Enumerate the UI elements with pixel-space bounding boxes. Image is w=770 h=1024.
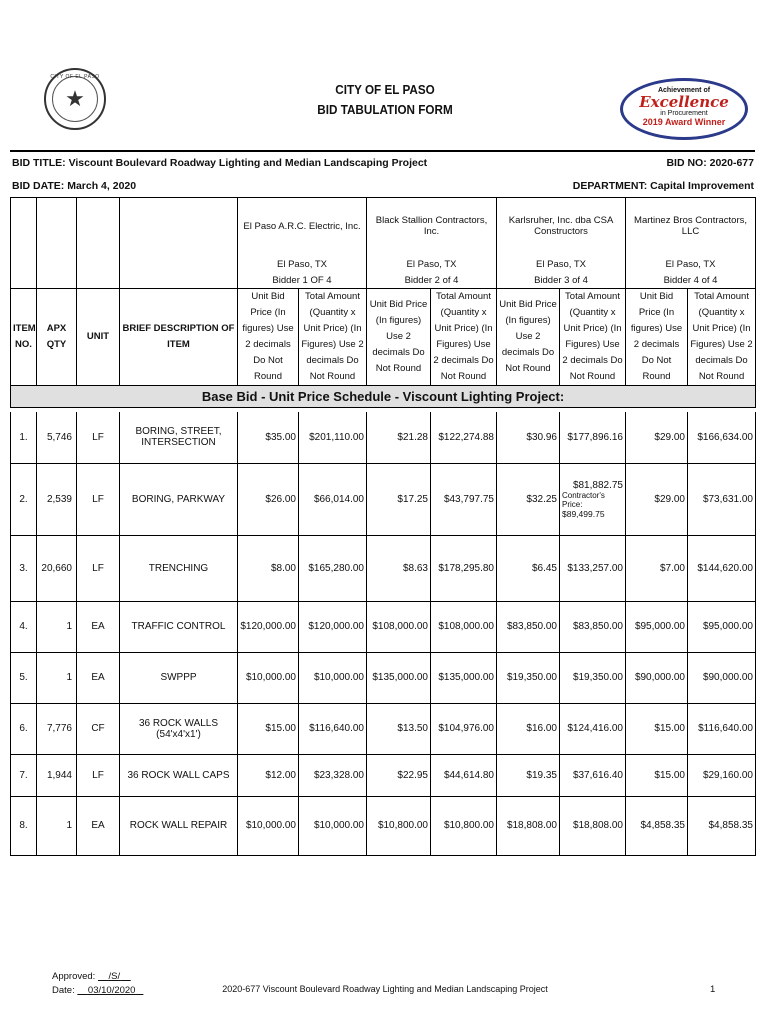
cell-b4-total: $73,631.00 — [688, 463, 756, 535]
date-value: 03/10/2020 — [87, 985, 136, 996]
approved-label: Approved: — [52, 971, 96, 982]
award-line3: in Procurement — [660, 110, 708, 117]
column-header-row — [11, 289, 756, 386]
cell-b1-total: $10,000.00 — [299, 796, 367, 855]
cell-b4-unit-price: $29.00 — [626, 412, 688, 463]
cell-item-number: 1. — [11, 412, 37, 463]
page-number: 1 — [710, 984, 716, 995]
cell-apx-qty: 1 — [37, 652, 77, 703]
cell-description: BORING, PARKWAY — [120, 463, 238, 535]
cell-b2-total: $104,976.00 — [431, 703, 497, 754]
contractor-price-label: Contractor's Price: — [562, 490, 605, 509]
cell-b4-unit-price: $95,000.00 — [626, 601, 688, 652]
cell-b2-unit-price: $10,800.00 — [367, 796, 431, 855]
cell-b1-total: $116,640.00 — [299, 703, 367, 754]
cell-unit: LF — [77, 754, 120, 796]
col-b4-total: Total Amount (Quantity x Unit Price) (In Figures) Use 2 decimals Do Not Round — [688, 289, 756, 386]
cell-b4-total: $144,620.00 — [688, 535, 756, 601]
cell-description: BORING, STREET, INTERSECTION — [120, 412, 238, 463]
cell-b3-total: $83,850.00 — [560, 601, 626, 652]
bidder4-rank: Bidder 4 of 4 — [626, 274, 756, 289]
cell-b2-unit-price: $17.25 — [367, 463, 431, 535]
cell-b1-unit-price: $15.00 — [238, 703, 299, 754]
cell-b3-total: $133,257.00 — [560, 535, 626, 601]
cell-b4-unit-price: $7.00 — [626, 535, 688, 601]
cell-b3-total: $19,350.00 — [560, 652, 626, 703]
bid-rows-table — [10, 412, 756, 856]
header-divider — [10, 150, 755, 152]
table-row — [11, 796, 756, 855]
cell-b1-total: $23,328.00 — [299, 754, 367, 796]
col-b2-unit-price: Unit Bid Price (In figures) Use 2 decimals Do Not Round — [367, 289, 431, 386]
cell-unit: LF — [77, 463, 120, 535]
cell-b3-unit-price: $83,850.00 — [497, 601, 560, 652]
cell-unit: CF — [77, 703, 120, 754]
col-b1-unit-price: Unit Bid Price (In figures) Use 2 decimals Do Not Round — [238, 289, 299, 386]
cell-b1-unit-price: $10,000.00 — [238, 796, 299, 855]
cell-b3-unit-price: $6.45 — [497, 535, 560, 601]
col-unit: UNIT — [77, 289, 120, 386]
cell-b4-unit-price: $29.00 — [626, 463, 688, 535]
cell-b4-total: $4,858.35 — [688, 796, 756, 855]
cell-description: TRENCHING — [120, 535, 238, 601]
award-line4: 2019 Award Winner — [642, 117, 726, 127]
cell-b2-unit-price: $21.28 — [367, 412, 431, 463]
cell-description: SWPPP — [120, 652, 238, 703]
cell-unit: EA — [77, 652, 120, 703]
bidder2-city: El Paso, TX — [367, 255, 497, 274]
cell-b4-total: $90,000.00 — [688, 652, 756, 703]
cell-item-number: 3. — [11, 535, 37, 601]
form-title: BID TABULATION FORM — [317, 102, 453, 117]
cell-b1-unit-price: $120,000.00 — [238, 601, 299, 652]
award-logo — [620, 78, 748, 140]
bidder1-name: El Paso A.R.C. Electric, Inc. — [238, 198, 367, 255]
cell-apx-qty: 1 — [37, 796, 77, 855]
approved-line — [52, 970, 143, 984]
cell-b2-unit-price: $22.95 — [367, 754, 431, 796]
col-b2-total: Total Amount (Quantity x Unit Price) (In Figures) Use 2 decimals Do Not Round — [431, 289, 497, 386]
cell-unit: EA — [77, 796, 120, 855]
cell-apx-qty: 1,944 — [37, 754, 77, 796]
bid-number: BID NO: 2020-677 — [666, 157, 754, 169]
cell-b3-total — [560, 463, 626, 535]
cell-b3-total: $18,808.00 — [560, 796, 626, 855]
cell-b1-total: $10,000.00 — [299, 652, 367, 703]
cell-item-number: 6. — [11, 703, 37, 754]
bidder-city-row — [11, 255, 756, 274]
cell-b3-unit-price: $19,350.00 — [497, 652, 560, 703]
section-row — [11, 386, 756, 408]
col-b4-unit-price: Unit Bid Price (In figures) Use 2 decimals Do Not Round — [626, 289, 688, 386]
table-row — [11, 754, 756, 796]
cell-b4-unit-price: $4,858.35 — [626, 796, 688, 855]
col-b1-total: Total Amount (Quantity x Unit Price) (In Figures) Use 2 decimals Do Not Round — [299, 289, 367, 386]
col-apx-qty: APX QTY — [37, 289, 77, 386]
cell-b2-unit-price: $8.63 — [367, 535, 431, 601]
cell-b1-unit-price: $8.00 — [238, 535, 299, 601]
cell-b3-total-value: $81,882.75 — [572, 479, 623, 491]
bid-title: BID TITLE: Viscount Boulevard Roadway Lighting and Median Landscaping Project — [12, 157, 428, 169]
cell-b4-total: $95,000.00 — [688, 601, 756, 652]
cell-b1-unit-price: $12.00 — [238, 754, 299, 796]
award-line1: Achievement of — [657, 87, 711, 94]
city-name: CITY OF EL PASO — [335, 82, 435, 97]
cell-b1-unit-price: $26.00 — [238, 463, 299, 535]
cell-b1-total: $201,110.00 — [299, 412, 367, 463]
cell-description: 36 ROCK WALL CAPS — [120, 754, 238, 796]
col-b3-unit-price: Unit Bid Price (In figures) Use 2 decimals Do Not Round — [497, 289, 560, 386]
table-row — [11, 463, 756, 535]
cell-b4-total: $166,634.00 — [688, 412, 756, 463]
cell-b1-total: $165,280.00 — [299, 535, 367, 601]
cell-b1-total: $66,014.00 — [299, 463, 367, 535]
cell-b3-total: $37,616.40 — [560, 754, 626, 796]
cell-b2-unit-price: $108,000.00 — [367, 601, 431, 652]
bidder1-city: El Paso, TX — [238, 255, 367, 274]
cell-b4-unit-price: $90,000.00 — [626, 652, 688, 703]
section-title: Base Bid - Unit Price Schedule - Viscount Lighting Project: — [11, 386, 756, 408]
table-row — [11, 535, 756, 601]
footer-doc-title: 2020-677 Viscount Boulevard Roadway Lighting and Median Landscaping Project — [222, 984, 548, 994]
cell-unit: LF — [77, 412, 120, 463]
department: DEPARTMENT: Capital Improvement — [572, 180, 754, 192]
cell-b2-total: $44,614.80 — [431, 754, 497, 796]
cell-b2-total: $178,295.80 — [431, 535, 497, 601]
bidder2-rank: Bidder 2 of 4 — [367, 274, 497, 289]
cell-unit: LF — [77, 535, 120, 601]
cell-item-number: 4. — [11, 601, 37, 652]
cell-b3-unit-price: $18,808.00 — [497, 796, 560, 855]
cell-b1-unit-price: $35.00 — [238, 412, 299, 463]
bidder3-rank: Bidder 3 of 4 — [497, 274, 626, 289]
cell-b4-total: $116,640.00 — [688, 703, 756, 754]
approved-value: /S/ — [108, 971, 121, 982]
col-description: BRIEF DESCRIPTION OF ITEM — [120, 289, 238, 386]
bidder3-city: El Paso, TX — [497, 255, 626, 274]
table-row — [11, 601, 756, 652]
cell-b3-total: $124,416.00 — [560, 703, 626, 754]
cell-b2-unit-price: $135,000.00 — [367, 652, 431, 703]
cell-apx-qty: 7,776 — [37, 703, 77, 754]
table-row — [11, 652, 756, 703]
cell-b3-unit-price: $16.00 — [497, 703, 560, 754]
cell-b3-unit-price: $19.35 — [497, 754, 560, 796]
bidder-name-row — [11, 198, 756, 255]
bidder2-name: Black Stallion Contractors, Inc. — [367, 198, 497, 255]
cell-item-number: 2. — [11, 463, 37, 535]
cell-description: TRAFFIC CONTROL — [120, 601, 238, 652]
cell-b2-total: $108,000.00 — [431, 601, 497, 652]
bidder-rank-row — [11, 274, 756, 289]
cell-b3-unit-price: $30.96 — [497, 412, 560, 463]
table-row — [11, 703, 756, 754]
bidder1-rank: Bidder 1 OF 4 — [238, 274, 367, 289]
seal-text: CITY OF EL PASO — [50, 74, 100, 80]
cell-apx-qty: 2,539 — [37, 463, 77, 535]
contractor-price-value: $89,499.75 — [562, 508, 605, 519]
cell-item-number: 8. — [11, 796, 37, 855]
cell-apx-qty: 1 — [37, 601, 77, 652]
cell-unit: EA — [77, 601, 120, 652]
cell-b2-total: $135,000.00 — [431, 652, 497, 703]
cell-item-number: 5. — [11, 652, 37, 703]
table-row — [11, 412, 756, 463]
star-icon: ★ — [52, 76, 98, 122]
cell-apx-qty: 5,746 — [37, 412, 77, 463]
col-b3-total: Total Amount (Quantity x Unit Price) (In Figures) Use 2 decimals Do Not Round — [560, 289, 626, 386]
cell-b2-unit-price: $13.50 — [367, 703, 431, 754]
cell-b4-unit-price: $15.00 — [626, 703, 688, 754]
col-item-no: ITEM NO. — [11, 289, 37, 386]
bidder4-name: Martinez Bros Contractors, LLC — [626, 198, 756, 255]
cell-item-number: 7. — [11, 754, 37, 796]
cell-description: 36 ROCK WALLS (54'x4'x1') — [120, 703, 238, 754]
cell-b2-total: $10,800.00 — [431, 796, 497, 855]
cell-b3-total: $177,896.16 — [560, 412, 626, 463]
cell-b1-unit-price: $10,000.00 — [238, 652, 299, 703]
award-line2: Excellence — [639, 93, 729, 111]
cell-b1-total: $120,000.00 — [299, 601, 367, 652]
bid-date: BID DATE: March 4, 2020 — [12, 180, 137, 192]
cell-b3-unit-price: $32.25 — [497, 463, 560, 535]
bid-tabulation-table — [10, 197, 756, 408]
cell-b2-total: $122,274.88 — [431, 412, 497, 463]
bidder4-city: El Paso, TX — [626, 255, 756, 274]
date-label: Date: — [52, 985, 75, 996]
bidder3-name: Karlsruher, Inc. dba CSA Constructors — [497, 198, 626, 255]
cell-b4-total: $29,160.00 — [688, 754, 756, 796]
cell-apx-qty: 20,660 — [37, 535, 77, 601]
cell-b2-total: $43,797.75 — [431, 463, 497, 535]
cell-b4-unit-price: $15.00 — [626, 754, 688, 796]
cell-description: ROCK WALL REPAIR — [120, 796, 238, 855]
